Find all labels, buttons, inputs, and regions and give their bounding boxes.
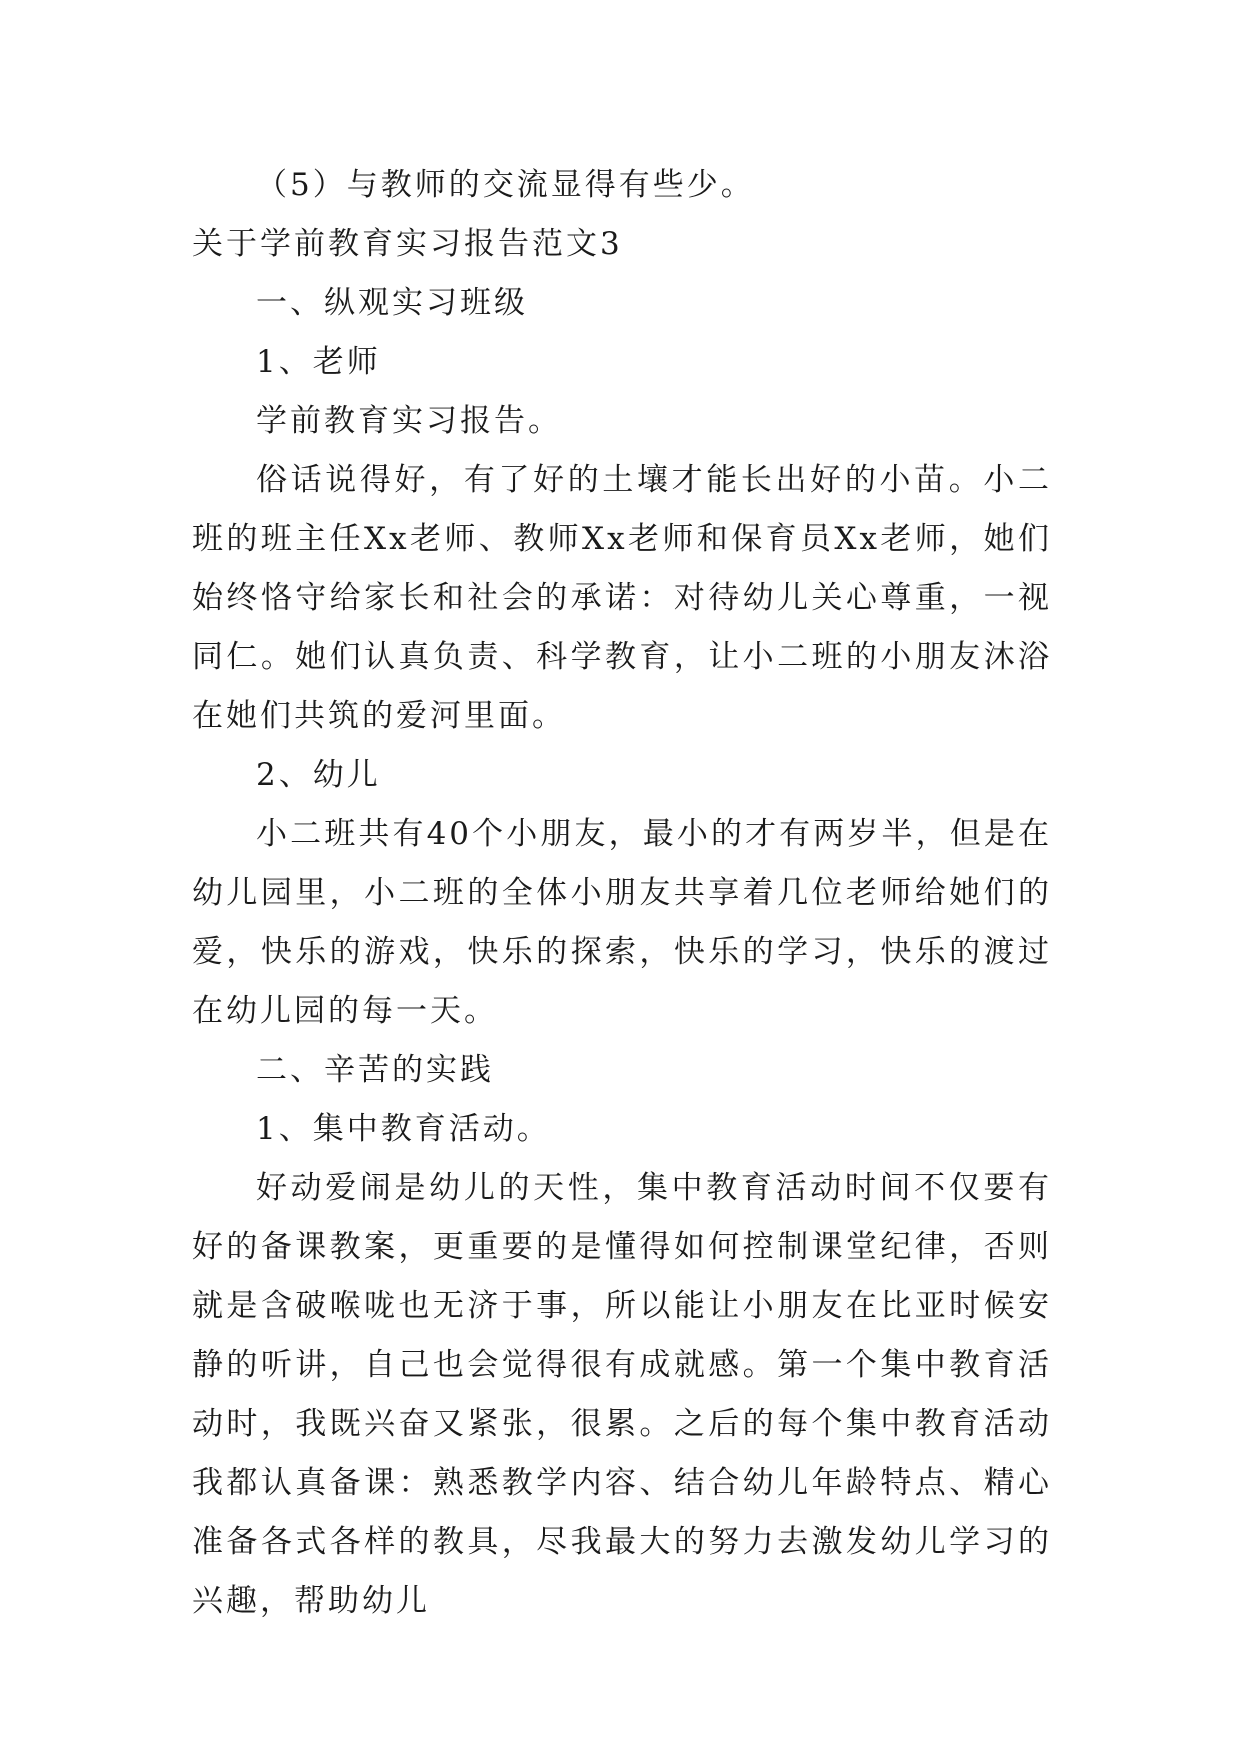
section-title: 关于学前教育实习报告范文3 (192, 226, 623, 262)
list-item-5: （5）与教师的交流显得有些少。 (256, 167, 755, 203)
section-heading-2: 二、辛苦的实践 (256, 1052, 494, 1088)
paragraph: 学前教育实习报告。 (256, 403, 562, 439)
subheading-teachers: 1、老师 (256, 344, 381, 380)
subheading-children: 2、幼儿 (256, 757, 381, 793)
document-body (192, 156, 1052, 1631)
section-heading-1: 一、纵观实习班级 (256, 285, 528, 321)
paragraph: 俗话说得好，有了好的土壤才能长出好的小苗。小二班的班主任Xx老师、教师Xx老师和保育员Xx老师，她们始终恪守给家长和社会的承诺：对待幼儿关心尊重，一视同仁。她们认真负责、科学教育，让小二班的小朋友沐浴在她们共筑的爱河里面。 (192, 462, 1052, 734)
paragraph: 好动爱闹是幼儿的天性，集中教育活动时间不仅要有好的备课教案，更重要的是懂得如何控制课堂纪律，否则就是含破喉咙也无济于事，所以能让小朋友在比亚时候安静的听讲，自己也会觉得很有成就感。第一个集中教育活动时，我既兴奋又紧张，很累。之后的每个集中教育活动我都认真备课：熟悉教学内容、结合幼儿年龄特点、精心准备各式各样的教具，尽我最大的努力去激发幼儿学习的兴趣，帮助幼儿 (192, 1170, 1052, 1619)
paragraph: 小二班共有40个小朋友，最小的才有两岁半，但是在幼儿园里，小二班的全体小朋友共享着几位老师给她们的爱，快乐的游戏，快乐的探索，快乐的学习，快乐的渡过在幼儿园的每一天。 (192, 816, 1052, 1029)
subheading-activities: 1、集中教育活动。 (256, 1111, 551, 1147)
